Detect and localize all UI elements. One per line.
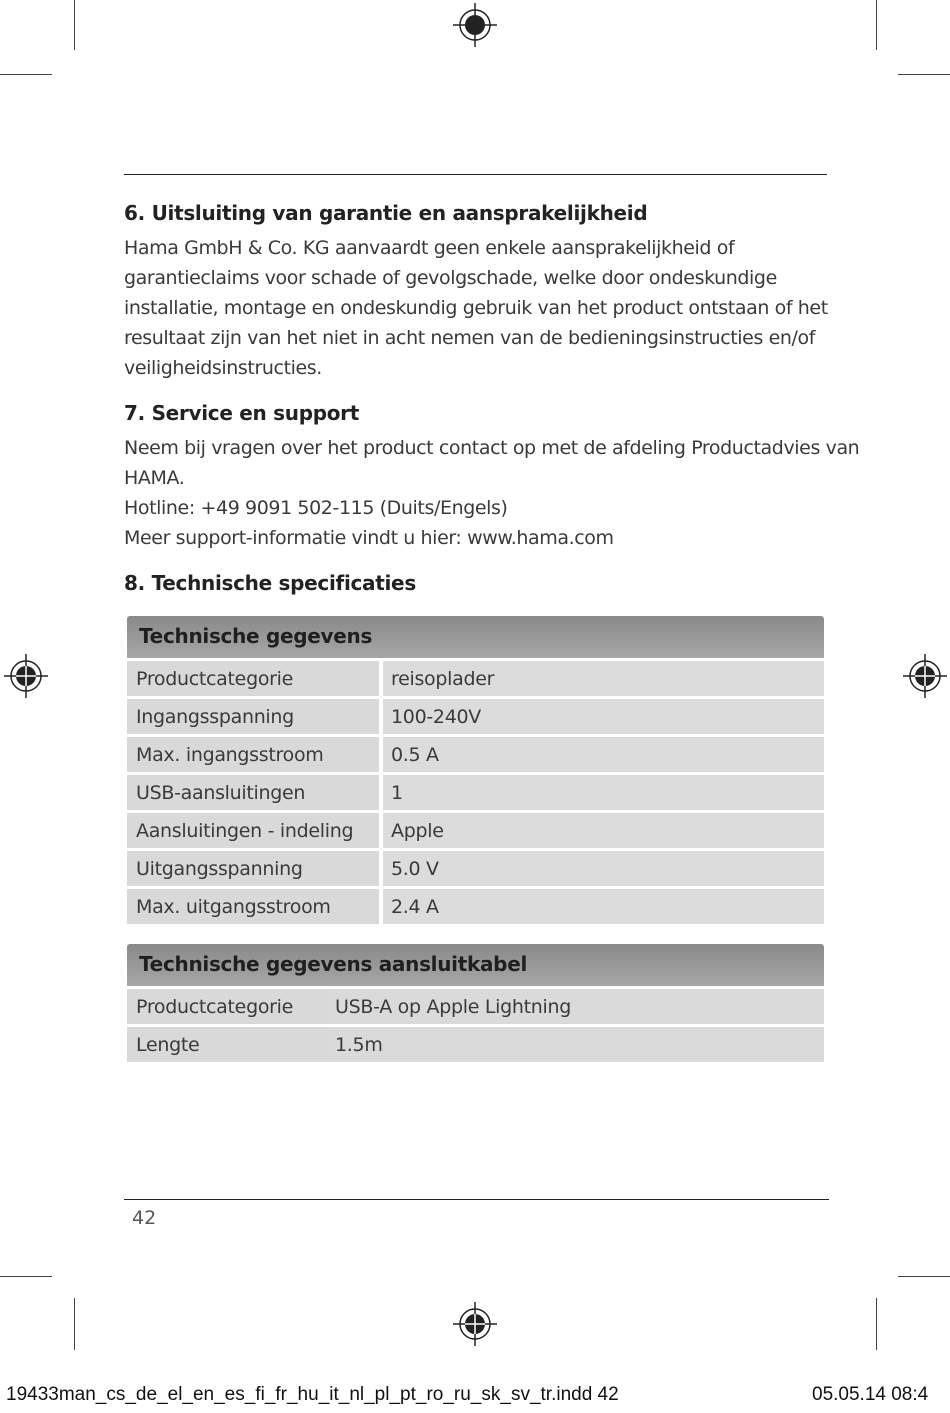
text-line: resultaat zijn van het niet in acht nemen van de bedieningsinstructies en/of [124,327,816,349]
page-number: 42 [132,1207,157,1229]
spec-key: USB-aansluitingen [127,775,379,810]
spec-value: Apple [383,813,824,848]
spec-key: Productcategorie [127,989,327,1024]
table-row [127,1027,824,1062]
spec-value: reisoplader [383,661,824,696]
spec-value: 5.0 V [383,851,824,886]
spec-key: Aansluitingen - indeling [127,813,379,848]
top-rule [124,174,827,175]
crop-mark-top-right-horizontal [898,74,950,75]
table-row [127,989,824,1024]
section-heading-warranty: 6. Uitsluiting van garantie en aansprakelijkheid [124,201,648,225]
crop-mark-bottom-right-vertical [876,1298,877,1350]
spec-key: Ingangsspanning [127,699,379,734]
spec-table-header [127,944,824,986]
registration-mark-icon [4,654,48,698]
text-line: installatie, montage en ondeskundig gebruik van het product ontstaan of het [124,297,828,319]
registration-mark-icon [453,1302,497,1346]
table-row [127,661,824,696]
crop-mark-top-right-vertical [876,0,877,50]
section-text-warranty [124,233,829,383]
spec-key: Max. uitgangsstroom [127,889,379,924]
crop-mark-top-left-vertical [74,0,75,50]
registration-mark-icon [903,654,947,698]
spec-value: 1.5m [327,1027,824,1062]
hotline-line: Hotline: +49 9091 502-115 (Duits/Engels) [124,497,508,519]
spec-table-title: Technische gegevens aansluitkabel [139,952,528,976]
table-row [127,737,824,772]
spec-value: 100-240V [383,699,824,734]
spec-table-title: Technische gegevens [139,624,373,648]
spec-table-cable [127,944,824,1062]
section-heading-specs: 8. Technische specificaties [124,571,416,595]
spec-key: Max. ingangsstroom [127,737,379,772]
table-row [127,851,824,886]
spec-table-device [127,616,824,924]
table-row [127,889,824,924]
registration-mark-icon [453,3,497,47]
text-line: HAMA. [124,467,185,489]
spec-key: Lengte [127,1027,327,1062]
slug-filename: 19433man_cs_de_el_en_es_fi_fr_hu_it_nl_pl_pt_ro_ru_sk_sv_tr.indd 42 [6,1384,619,1405]
bottom-rule [124,1199,829,1200]
section-heading-service: 7. Service en support [124,401,359,425]
spec-key: Uitgangsspanning [127,851,379,886]
spec-value: USB-A op Apple Lightning [327,989,824,1024]
spec-value: 1 [383,775,824,810]
text-line: veiligheidsinstructies. [124,357,322,379]
text-line: Hama GmbH & Co. KG aanvaardt geen enkele aansprakelijkheid of [124,237,735,259]
spec-value: 2.4 A [383,889,824,924]
text-line: garantieclaims voor schade of gevolgschade, welke door ondeskundige [124,267,777,289]
table-row [127,813,824,848]
crop-mark-top-left-horizontal [0,74,52,75]
spec-value: 0.5 A [383,737,824,772]
crop-mark-bottom-left-vertical [74,1298,75,1350]
slug-date: 05.05.14 08:4 [812,1384,929,1405]
section-text-service [124,433,860,553]
spec-key: Productcategorie [127,661,379,696]
table-row [127,775,824,810]
crop-mark-bottom-left-horizontal [0,1276,52,1277]
table-row [127,699,824,734]
crop-mark-bottom-right-horizontal [898,1276,950,1277]
support-link-line[interactable]: Meer support-informatie vindt u hier: www.hama.com [124,527,614,549]
text-line: Neem bij vragen over het product contact op met de afdeling Productadvies van [124,437,860,459]
spec-table-header [127,616,824,658]
